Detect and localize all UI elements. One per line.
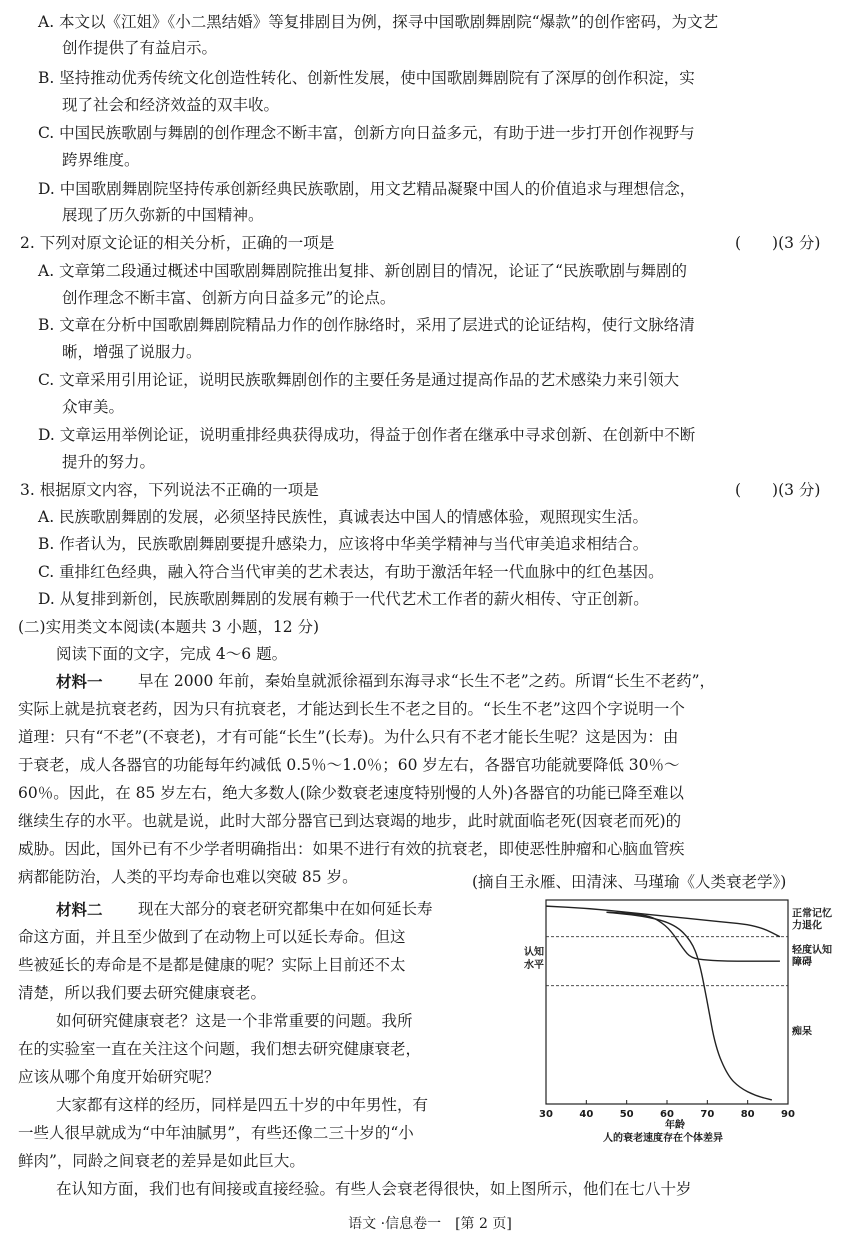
option-2b-line2: 晰，增强了说服力。 bbox=[62, 343, 202, 361]
option-2a-line1: A. 文章第二段通过概述中国歌剧舞剧院推出复排、新创剧目的情况，论证了“民族歌剧与舞剧的 bbox=[38, 262, 687, 280]
option-1d-line1: D. 中国歌剧舞剧院坚持传承创新经典民族歌剧，用文艺精品凝聚中国人的价值追求与理想信念， bbox=[38, 180, 696, 198]
option-2c-line2: 众审美。 bbox=[62, 398, 125, 416]
material-one-label: 材料一 bbox=[56, 672, 103, 691]
material-two-line8: 大家都有这样的经历，同样是四五十岁的中年男性，有 bbox=[56, 1096, 429, 1114]
x-tick-label-40: 40 bbox=[579, 1109, 594, 1120]
question-2-score: ( )(3 分) bbox=[735, 234, 821, 252]
x-tick-label-30: 30 bbox=[539, 1109, 553, 1120]
material-one-line8: 病都能防治，人类的平均寿命也难以突破 85 岁。 bbox=[18, 868, 358, 886]
option-1c-line2: 跨界维度。 bbox=[62, 151, 140, 169]
material-two-line2: 命这方面，并且至少做到了在动物上可以延长寿命。但这 bbox=[18, 928, 406, 946]
option-3c: C. 重排红色经典，融入符合当代审美的艺术表达，有助于激活年轻一代血脉中的红色基因。 bbox=[38, 563, 664, 581]
label-normal-line2: 力退化 bbox=[792, 920, 822, 932]
option-2d-line1: D. 文章运用举例论证，说明重排经典获得成功，得益于创作者在继承中寻求创新、在创新中不断 bbox=[38, 426, 696, 444]
material-two-line11: 在认知方面，我们也有间接或直接经验。有些人会衰老得很快，如上图所示，他们在七八十岁 bbox=[56, 1180, 692, 1198]
option-1b-line1: B. 坚持推动优秀传统文化创造性转化、创新性发展，使中国歌剧舞剧院有了深厚的创作积淀，实 bbox=[38, 69, 695, 87]
material-two-line3: 些被延长的寿命是不是都是健康的呢？实际上目前还不太 bbox=[18, 956, 406, 974]
material-one-line5: 60％。因此，在 85 岁左右，绝大多数人(除少数衰老速度特别慢的人外)各器官的功能已降至难以 bbox=[18, 784, 684, 802]
x-tick-label-70: 70 bbox=[700, 1109, 715, 1120]
reading-instruction: 阅读下面的文字，完成 4～6 题。 bbox=[56, 645, 288, 663]
cognitive-aging-chart bbox=[518, 892, 844, 1147]
material-two-line10: 鲜肉”，同龄之间衰老的差异是如此巨大。 bbox=[18, 1152, 305, 1170]
label-mci-line1: 轻度认知 bbox=[792, 945, 832, 957]
material-one-line1: 早在 2000 年前，秦始皇就派徐福到东海寻求“长生不老”之药。所谓“长生不老药”， bbox=[138, 672, 715, 690]
x-tick-label-60: 60 bbox=[660, 1109, 674, 1120]
material-two-line6: 在的实验室一直在关注这个问题，我们想去研究健康衰老， bbox=[18, 1040, 422, 1058]
material-one-line6: 继续生存的水平。也就是说，此时大部分器官已到达衰竭的地步，此时就面临老死(因衰老而死)的 bbox=[18, 812, 682, 830]
material-two-line4: 清楚，所以我们要去研究健康衰老。 bbox=[18, 984, 267, 1002]
chart-frame bbox=[546, 900, 788, 1104]
material-one-line2: 实际上就是抗衰老药，因为只有抗衰老，才能达到长生不老之目的。“长生不老”这四个字说明一个 bbox=[18, 700, 685, 718]
material-one-line7: 威胁。因此，国外已有不少学者明确指出：如果不进行有效的抗衰老，即使恶性肿瘤和心脑血管疾 bbox=[18, 840, 685, 858]
material-two-line5: 如何研究健康衰老？这是一个非常重要的问题。我所 bbox=[56, 1012, 413, 1030]
option-1a-line1: A. 本文以《江姐》《小二黑结婚》等复排剧目为例，探寻中国歌剧舞剧院“爆款”的创作密码，为文艺 bbox=[38, 13, 719, 31]
option-3a: A. 民族歌剧舞剧的发展，必须坚持民族性，真诚表达中国人的情感体验，观照现实生活。 bbox=[38, 508, 649, 526]
material-one-line4: 于衰老，成人各器官的功能每年约减低 0.5％～1.0％；60 岁左右，各器官功能就要降低 30％～ bbox=[18, 756, 680, 774]
option-1b-line2: 现了社会和经济效益的双丰收。 bbox=[62, 96, 280, 114]
chart-svg bbox=[518, 892, 844, 1147]
option-1a-line2: 创作提供了有益启示。 bbox=[62, 39, 218, 57]
material-one-source: (摘自王永雁、田清涞、马瑾瑜《人类衰老学》) bbox=[472, 873, 787, 891]
material-one-line3: 道理：只有“不老”(不衰老)，才有可能“长生”(长寿)。为什么只有不老才能长生呢？这是因为：由 bbox=[18, 728, 679, 746]
option-2c-line1: C. 文章采用引用论证，说明民族歌舞剧创作的主要任务是通过提高作品的艺术感染力来引领大 bbox=[38, 371, 680, 389]
series-curve-2 bbox=[607, 912, 772, 1100]
label-mci-line2: 障碍 bbox=[792, 957, 812, 969]
y-axis-label-top: 认知 bbox=[524, 947, 544, 959]
question-2-stem: 2. 下列对原文论证的相关分析，正确的一项是 bbox=[20, 234, 335, 252]
x-tick-label-80: 80 bbox=[740, 1109, 755, 1120]
option-1c-line1: C. 中国民族歌剧与舞剧的创作理念不断丰富，创新方向日益多元，有助于进一步打开创作视野与 bbox=[38, 124, 695, 142]
chart-title: 人的衰老速度存在个体差异 bbox=[603, 1133, 723, 1144]
y-axis-label-bottom: 水平 bbox=[524, 960, 544, 972]
x-axis-label: 年龄 bbox=[665, 1120, 685, 1131]
material-two-label: 材料二 bbox=[56, 900, 103, 919]
material-two-line9: 一些人很早就成为“中年油腻男”，有些还像二三十岁的“小 bbox=[18, 1124, 414, 1142]
material-two-line7: 应该从哪个角度开始研究呢？ bbox=[18, 1068, 220, 1086]
page-footer: 语文 ·信息卷一 [第 2 页] bbox=[348, 1216, 512, 1232]
label-dementia: 痴呆 bbox=[792, 1026, 812, 1038]
option-3b: B. 作者认为，民族歌剧舞剧要提升感染力，应该将中华美学精神与当代审美追求相结合。 bbox=[38, 535, 649, 553]
label-normal-line1: 正常记忆 bbox=[792, 908, 832, 920]
x-tick-label-90: 90 bbox=[781, 1109, 795, 1120]
option-2b-line1: B. 文章在分析中国歌剧舞剧院精品力作的创作脉络时，采用了层进式的论证结构，使行文脉络清 bbox=[38, 316, 695, 334]
question-3-score: ( )(3 分) bbox=[735, 481, 821, 499]
question-3-stem: 3. 根据原文内容，下列说法不正确的一项是 bbox=[20, 481, 319, 499]
option-1d-line2: 展现了历久弥新的中国精神。 bbox=[62, 206, 264, 224]
material-two-line1: 现在大部分的衰老研究都集中在如何延长寿 bbox=[138, 900, 433, 918]
option-2a-line2: 创作理念不断丰富、创新方向日益多元”的论点。 bbox=[62, 289, 396, 307]
x-tick-label-50: 50 bbox=[619, 1109, 634, 1120]
section-heading: (二)实用类文本阅读(本题共 3 小题，12 分) bbox=[18, 618, 320, 636]
option-2d-line2: 提升的努力。 bbox=[62, 453, 156, 471]
option-3d: D. 从复排到新创，民族歌剧舞剧的发展有赖于一代代艺术工作者的薪火相传、守正创新。 bbox=[38, 590, 649, 608]
